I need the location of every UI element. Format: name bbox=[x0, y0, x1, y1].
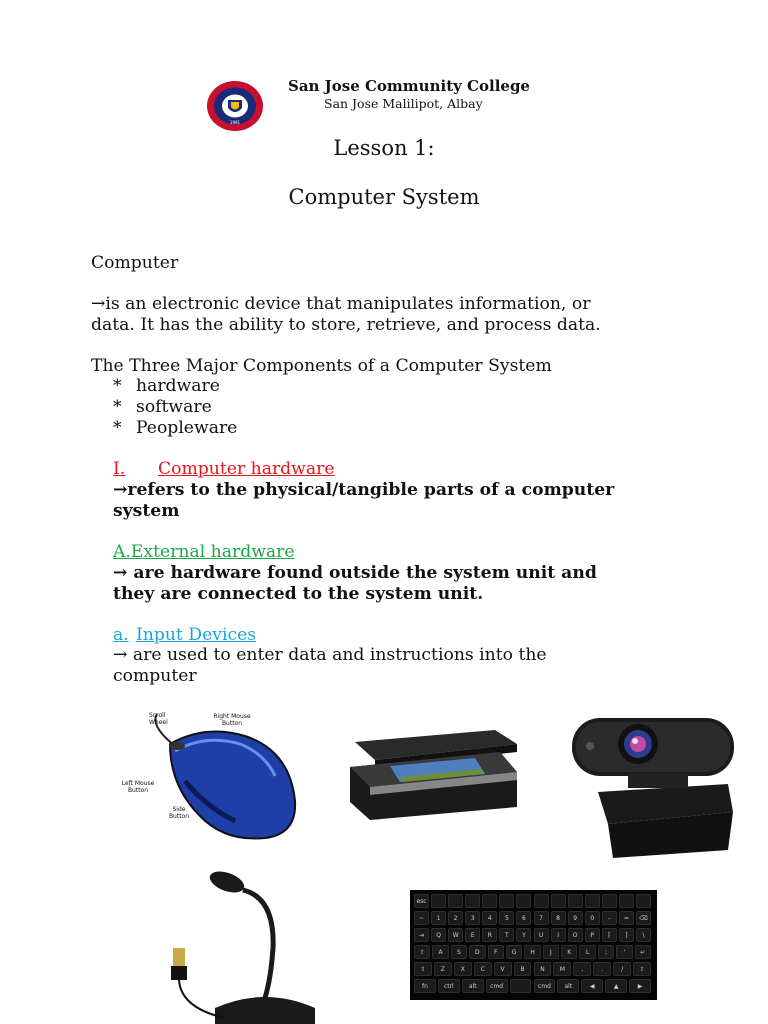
webcam-icon bbox=[568, 712, 736, 858]
keyboard-key bbox=[448, 894, 463, 908]
keyboard-key: esc bbox=[414, 894, 429, 908]
keyboard-key: U bbox=[534, 928, 549, 942]
component-bullet: * bbox=[113, 397, 122, 417]
keyboard-key: V bbox=[494, 962, 512, 976]
keyboard-key: S bbox=[451, 945, 467, 959]
keyboard-key: alt bbox=[557, 979, 579, 993]
keyboard-key bbox=[482, 894, 497, 908]
section-i-number: I. bbox=[113, 459, 126, 479]
components-heading: The Three Major Components of a Computer System bbox=[91, 356, 552, 376]
keyboard-key: 1 bbox=[431, 911, 446, 925]
definition-line-1: →is an electronic device that manipulates information, or bbox=[91, 294, 591, 314]
keyboard-key: fn bbox=[414, 979, 436, 993]
input-devices-letter: a. bbox=[113, 625, 129, 645]
left-button-label: Left Mouse Button bbox=[121, 780, 155, 794]
keyboard-key: Q bbox=[431, 928, 446, 942]
computer-heading: Computer bbox=[91, 253, 179, 273]
keyboard-key: M bbox=[553, 962, 571, 976]
keyboard-key bbox=[619, 894, 634, 908]
keyboard-key: ] bbox=[619, 928, 634, 942]
keyboard-key: Y bbox=[516, 928, 531, 942]
keyboard-image bbox=[410, 890, 657, 1000]
component-bullet: * bbox=[113, 376, 122, 396]
keyboard-key: ▲ bbox=[605, 979, 627, 993]
section-i-title: Computer hardware bbox=[158, 459, 335, 479]
scroll-wheel-label: Scroll Wheel bbox=[149, 712, 168, 726]
section-a-line-1: → are hardware found outside the system unit and bbox=[113, 563, 597, 583]
keyboard-key bbox=[534, 894, 549, 908]
keyboard-key: ' bbox=[616, 945, 632, 959]
keyboard-key: 8 bbox=[551, 911, 566, 925]
keyboard-key: P bbox=[585, 928, 600, 942]
keyboard-key: ◀ bbox=[581, 979, 603, 993]
keyboard-key: B bbox=[514, 962, 532, 976]
college-address: San Jose Malilipot, Albay bbox=[324, 96, 483, 111]
keyboard-key: ⇧ bbox=[414, 962, 432, 976]
keyboard-key: K bbox=[561, 945, 577, 959]
keyboard-key bbox=[516, 894, 531, 908]
college-name: San Jose Community College bbox=[288, 77, 530, 95]
section-i-line-1: →refers to the physical/tangible parts of a computer bbox=[113, 480, 615, 500]
keyboard-key: W bbox=[448, 928, 463, 942]
keyboard-key bbox=[431, 894, 446, 908]
keyboard-key: I bbox=[551, 928, 566, 942]
keyboard-key: X bbox=[454, 962, 472, 976]
keyboard-key: . bbox=[593, 962, 611, 976]
keyboard-key: L bbox=[579, 945, 595, 959]
keyboard-key: 7 bbox=[534, 911, 549, 925]
topic-title: Computer System bbox=[288, 185, 480, 209]
keyboard-key: 2 bbox=[448, 911, 463, 925]
keyboard-key: J bbox=[543, 945, 559, 959]
keyboard-key: ~ bbox=[414, 911, 429, 925]
keyboard-key: 6 bbox=[516, 911, 531, 925]
keyboard-key bbox=[510, 979, 532, 993]
component-item: hardware bbox=[136, 376, 220, 396]
keyboard-key: / bbox=[613, 962, 631, 976]
keyboard-key: 0 bbox=[585, 911, 600, 925]
keyboard-key: 5 bbox=[499, 911, 514, 925]
keyboard-key: C bbox=[474, 962, 492, 976]
section-a-line-2: they are connected to the system unit. bbox=[113, 584, 484, 604]
keyboard-key: N bbox=[534, 962, 552, 976]
college-seal-icon bbox=[206, 80, 264, 132]
keyboard-key: H bbox=[524, 945, 540, 959]
svg-text:1991: 1991 bbox=[229, 120, 241, 125]
input-devices-line-2: computer bbox=[113, 666, 197, 686]
keyboard-icon bbox=[414, 894, 653, 996]
section-i-line-2: system bbox=[113, 501, 180, 521]
keyboard-key: [ bbox=[602, 928, 617, 942]
scanner-image bbox=[345, 722, 520, 822]
microphone-icon bbox=[165, 868, 335, 1024]
keyboard-key: T bbox=[499, 928, 514, 942]
keyboard-key: ⇥ bbox=[414, 928, 429, 942]
keyboard-key: ⇧ bbox=[633, 962, 651, 976]
keyboard-key: ⌫ bbox=[636, 911, 651, 925]
keyboard-key: 4 bbox=[482, 911, 497, 925]
component-item: Peopleware bbox=[136, 418, 238, 438]
keyboard-key: = bbox=[619, 911, 634, 925]
right-button-label: Right Mouse Button bbox=[213, 713, 251, 727]
keyboard-key: \ bbox=[636, 928, 651, 942]
keyboard-key: O bbox=[568, 928, 583, 942]
component-item: software bbox=[136, 397, 212, 417]
college-logo bbox=[206, 80, 264, 132]
keyboard-key: alt bbox=[462, 979, 484, 993]
keyboard-key: Z bbox=[434, 962, 452, 976]
keyboard-key: 3 bbox=[465, 911, 480, 925]
lesson-title: Lesson 1: bbox=[333, 136, 435, 160]
input-devices-title: Input Devices bbox=[136, 625, 257, 645]
definition-line-2: data. It has the ability to store, retrieve, and process data. bbox=[91, 315, 601, 335]
keyboard-key: ; bbox=[598, 945, 614, 959]
side-button-label: Side Button bbox=[168, 806, 190, 820]
microphone-image bbox=[165, 868, 335, 1024]
keyboard-key: ctrl bbox=[438, 979, 460, 993]
keyboard-key bbox=[585, 894, 600, 908]
keyboard-key: ⇪ bbox=[414, 945, 430, 959]
keyboard-key: ↵ bbox=[635, 945, 651, 959]
webcam-image bbox=[568, 712, 736, 858]
mouse-image bbox=[115, 706, 305, 842]
keyboard-key bbox=[465, 894, 480, 908]
keyboard-key: cmd bbox=[534, 979, 556, 993]
keyboard-key: 9 bbox=[568, 911, 583, 925]
scanner-icon bbox=[345, 722, 520, 822]
keyboard-key bbox=[602, 894, 617, 908]
keyboard-key: - bbox=[602, 911, 617, 925]
keyboard-key bbox=[499, 894, 514, 908]
keyboard-key bbox=[636, 894, 651, 908]
section-a-title: A.External hardware bbox=[113, 542, 295, 562]
keyboard-key: ▶ bbox=[629, 979, 651, 993]
keyboard-key bbox=[568, 894, 583, 908]
input-devices-line-1: → are used to enter data and instructions into the bbox=[113, 645, 547, 665]
keyboard-key: A bbox=[432, 945, 448, 959]
keyboard-key: E bbox=[465, 928, 480, 942]
keyboard-key: D bbox=[469, 945, 485, 959]
keyboard-key bbox=[551, 894, 566, 908]
keyboard-key: , bbox=[573, 962, 591, 976]
keyboard-key: G bbox=[506, 945, 522, 959]
keyboard-key: F bbox=[488, 945, 504, 959]
component-bullet: * bbox=[113, 418, 122, 438]
keyboard-key: cmd bbox=[486, 979, 508, 993]
keyboard-key: R bbox=[482, 928, 497, 942]
